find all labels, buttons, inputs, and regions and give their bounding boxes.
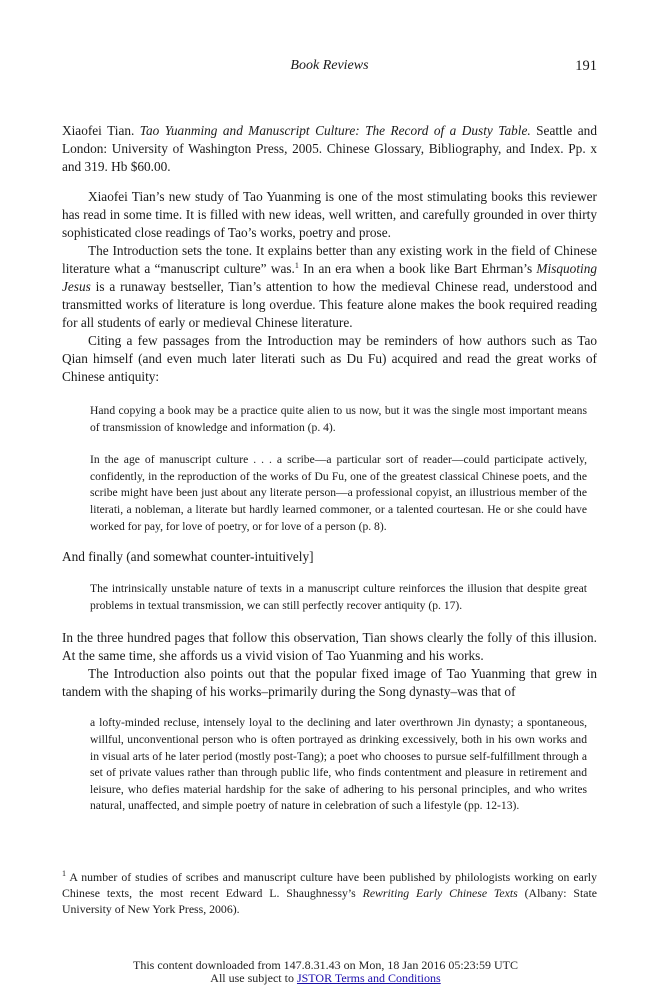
paragraph-3: Citing a few passages from the Introduction may be reminders of how authors such as Tao Qian himself (and even much later literati such as Du Fu) acquired and read the great works of Chinese antiquity: xyxy=(62,333,597,384)
page-number: 191 xyxy=(575,58,597,74)
paragraph-2-italic-title: Misquoting Jesus xyxy=(62,261,597,294)
block-quote-3: The intrinsically unstable nature of texts in a manuscript culture reinforces the illusion that despite great problems in textual transmission, we can still perfectly recover antiquity (p. 17). xyxy=(90,582,587,612)
paragraph-2-text-c: is a runaway bestseller, Tian’s attention to how the medieval Chinese read, understood and transmitted works of literature is long overdue. This feature alone makes the book required reading for all students of early or medieval Chinese literature. xyxy=(62,279,597,330)
terms-line xyxy=(0,972,651,985)
paragraph-2-text-a: The Introduction sets the tone. It explains better than any existing work in the field of Chinese literature what a “manuscript culture” was. xyxy=(62,243,597,276)
running-title: Book Reviews xyxy=(290,58,369,73)
book-citation xyxy=(62,122,597,176)
paragraph-5: In the three hundred pages that follow this observation, Tian shows clearly the folly of this illusion. At the same time, she affords us a vivid vision of Tao Yuanming and his works. xyxy=(62,630,597,664)
citation-title: Tao Yuanming and Manuscript Culture: The Record of a Dusty Table. xyxy=(139,123,531,138)
paragraph-2 xyxy=(62,242,597,332)
paragraph-6: The Introduction also points out that the popular fixed image of Tao Yuanming that grew in tandem with the shaping of his works–primarily during the Song dynasty–was that of xyxy=(62,666,597,700)
download-notice: This content downloaded from 147.8.31.43 on Mon, 18 Jan 2016 05:23:59 UTC xyxy=(133,958,518,972)
footnote-text-b: (Albany: State University of New York Press, 2006). xyxy=(62,886,598,916)
block-quote-2: In the age of manuscript culture . . . a scribe—a particular sort of reader—could participate actively, confidently, in the reproduction of the works of Du Fu, one of the greatest classical Chinese poets, and the scribe might have been just about any literate person—a professional copyist, an illustrious member of the literati, a nobleman, a literate but hardly learned commoner, or a talented courtesan. He or she could have worked for pay, for love of poetry, or for love of a person (p. 8). xyxy=(90,453,587,533)
review-body xyxy=(62,188,597,815)
footnote-italic-title: Rewriting Early Chinese Texts xyxy=(362,886,518,900)
footnote-text-a: A number of studies of scribes and manuscript culture have been published by philologists working on early Chinese texts, the most recent Edward L. Shaughnessy’s xyxy=(62,870,597,900)
jstor-footer xyxy=(0,959,651,985)
paragraph-2-text-b: In an era when a book like Bart Ehrman’s xyxy=(298,261,537,276)
citation-author: Xiaofei Tian. xyxy=(62,123,135,138)
terms-prefix: All use subject to xyxy=(210,971,297,985)
footnote-marker: 1 xyxy=(62,869,66,878)
jstor-terms-link[interactable]: JSTOR Terms and Conditions xyxy=(296,971,441,985)
running-header xyxy=(62,58,597,78)
footnote-reference[interactable]: 1 xyxy=(294,261,299,270)
paragraph-1: Xiaofei Tian’s new study of Tao Yuanming is one of the most stimulating books this reviewer has read in some time. It is filled with new ideas, well written, and carefully grounded in over thirty sophisticated close readings of Tao’s works, poetry and prose. xyxy=(62,189,597,240)
paragraph-4: And finally (and somewhat counter-intuitively] xyxy=(62,549,314,565)
block-quote-1: Hand copying a book may be a practice quite alien to us now, but it was the single most important means of transmission of knowledge and information (p. 4). xyxy=(90,404,587,434)
citation-details: Seattle and London: University of Washington Press, 2005. Chinese Glossary, Bibliography, and Index. Pp. x and 319. Hb $60.00. xyxy=(62,123,597,174)
footnote-1 xyxy=(62,869,597,917)
block-quote-4: a lofty-minded recluse, intensely loyal to the declining and later overthrown Jin dynasty; a spontaneous, willful, unconventional person who is often portrayed as drinking excessively, both in his own works and in visual arts of he later period (mostly post-Tang); a poet who chooses to pursue self-fulfillment through a set of private values rather than through public life, who finds contentment and pleasure in retirement and leisure, who defies material hardship for the sake of adhering to his personal principles, and who writes natural, unaffected, and simple poetry of nature in celebration of such a lifestyle (pp. 12-13). xyxy=(90,716,587,813)
